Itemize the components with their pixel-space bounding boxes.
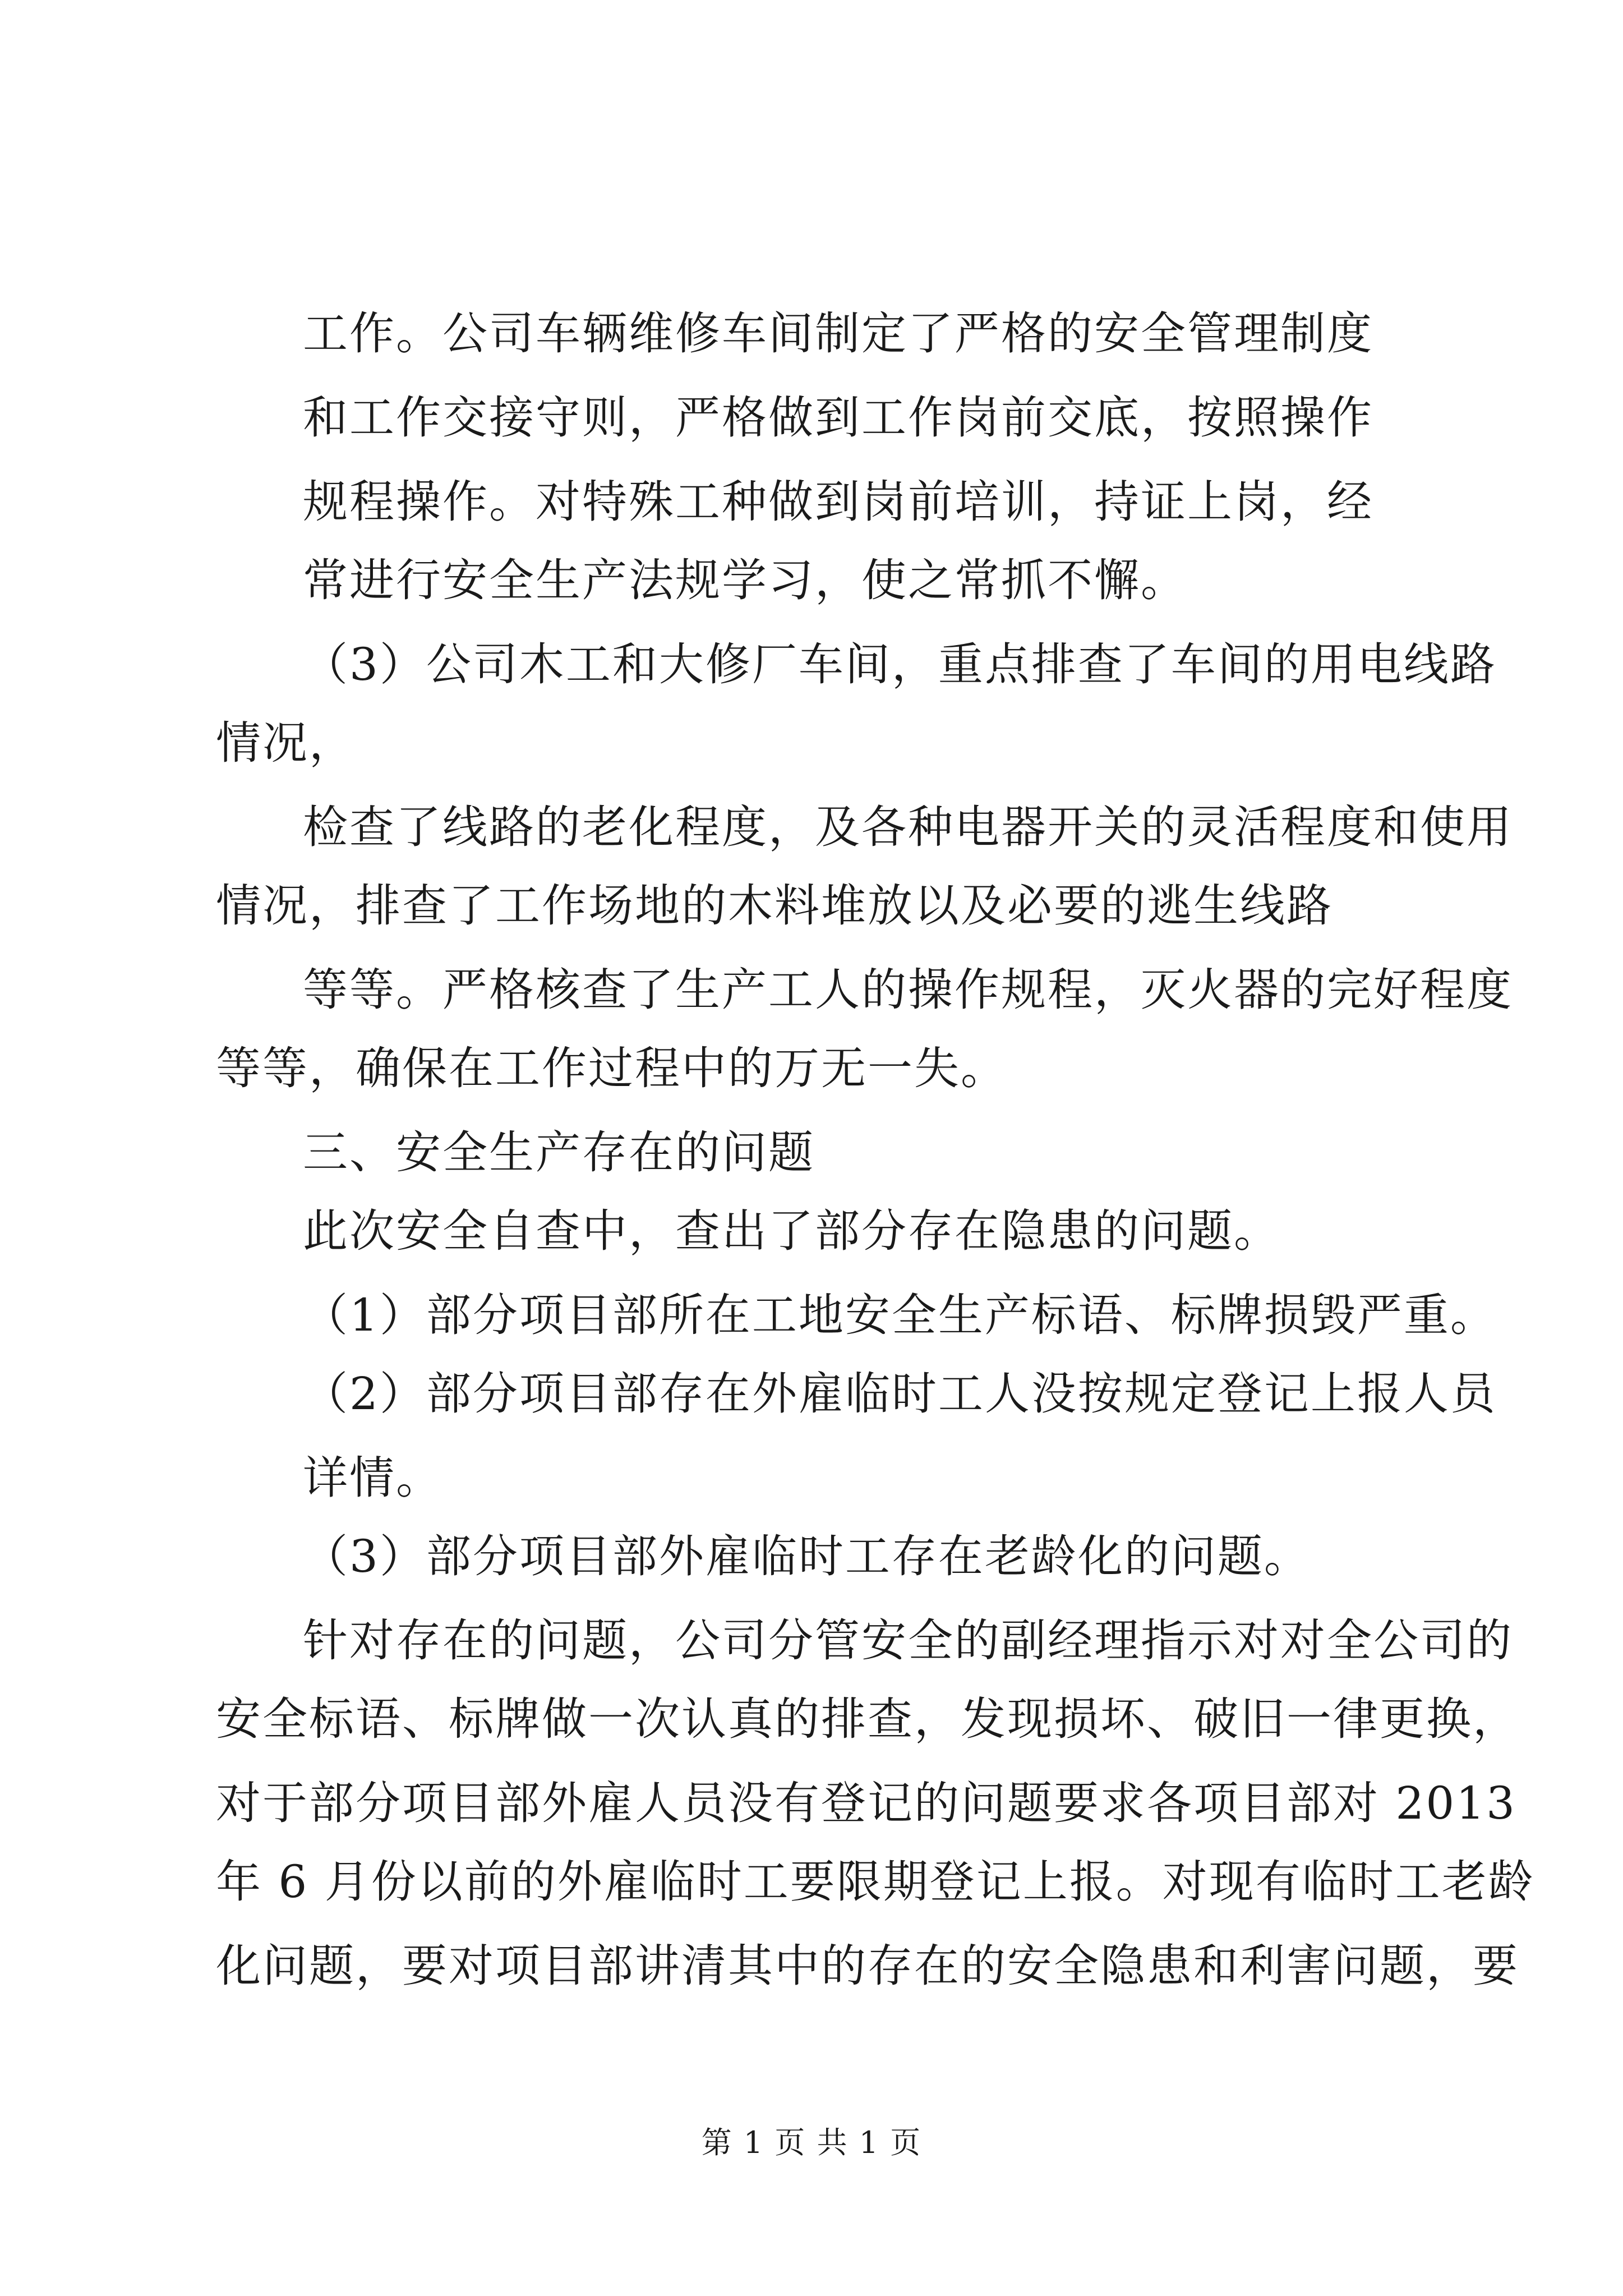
list-item: （1）部分项目部所在工地安全生产标语、标牌损毁严重。 xyxy=(303,1289,1497,1341)
text-line: 常进行安全生产法规学习，使之常抓不懈。 xyxy=(303,554,1187,606)
text-line: 对于部分项目部外雇人员没有登记的问题要求各项目部对 2013 xyxy=(216,1777,1517,1829)
list-item: （3）部分项目部外雇临时工存在老龄化的问题。 xyxy=(303,1530,1311,1582)
text-line: 检查了线路的老化程度，及各种电器开关的灵活程度和使用 xyxy=(303,801,1513,853)
text-line: 化问题，要对项目部讲清其中的存在的安全隐患和利害问题，要 xyxy=(216,1940,1519,1992)
text-line: 此次安全自查中，查出了部分存在隐患的问题。 xyxy=(303,1205,1280,1257)
section-heading: 三、安全生产存在的问题 xyxy=(303,1126,815,1179)
text-line: 规程操作。对特殊工种做到岗前培训，持证上岗，经 xyxy=(303,476,1373,528)
text-line: 等等。严格核查了生产工人的操作规程，灭火器的完好程度 xyxy=(303,964,1513,1016)
text-line: 和工作交接守则，严格做到工作岗前交底，按照操作 xyxy=(303,392,1373,444)
page-footer: 第 1 页 共 1 页 xyxy=(701,2125,922,2160)
text-line: （3）公司木工和大修厂车间，重点排查了车间的用电线路 xyxy=(303,638,1497,691)
text-line: 针对存在的问题，公司分管安全的副经理指示对对全公司的 xyxy=(303,1614,1513,1667)
text-line: 详情。 xyxy=(303,1452,442,1504)
text-line: 情况， xyxy=(216,717,356,769)
text-line: 年 6 月份以前的外雇临时工要限期登记上报。对现有临时工老龄 xyxy=(216,1856,1535,1908)
text-line: 等等，确保在工作过程中的万无一失。 xyxy=(216,1042,1007,1094)
list-item: （2）部分项目部存在外雇临时工人没按规定登记上报人员 xyxy=(303,1368,1497,1420)
text-line: 安全标语、标牌做一次认真的排查，发现损坏、破旧一律更换， xyxy=(216,1693,1519,1745)
text-line: 情况，排查了工作场地的木料堆放以及必要的逃生线路 xyxy=(216,880,1333,932)
text-line: 工作。公司车辆维修车间制定了严格的安全管理制度 xyxy=(303,307,1373,360)
